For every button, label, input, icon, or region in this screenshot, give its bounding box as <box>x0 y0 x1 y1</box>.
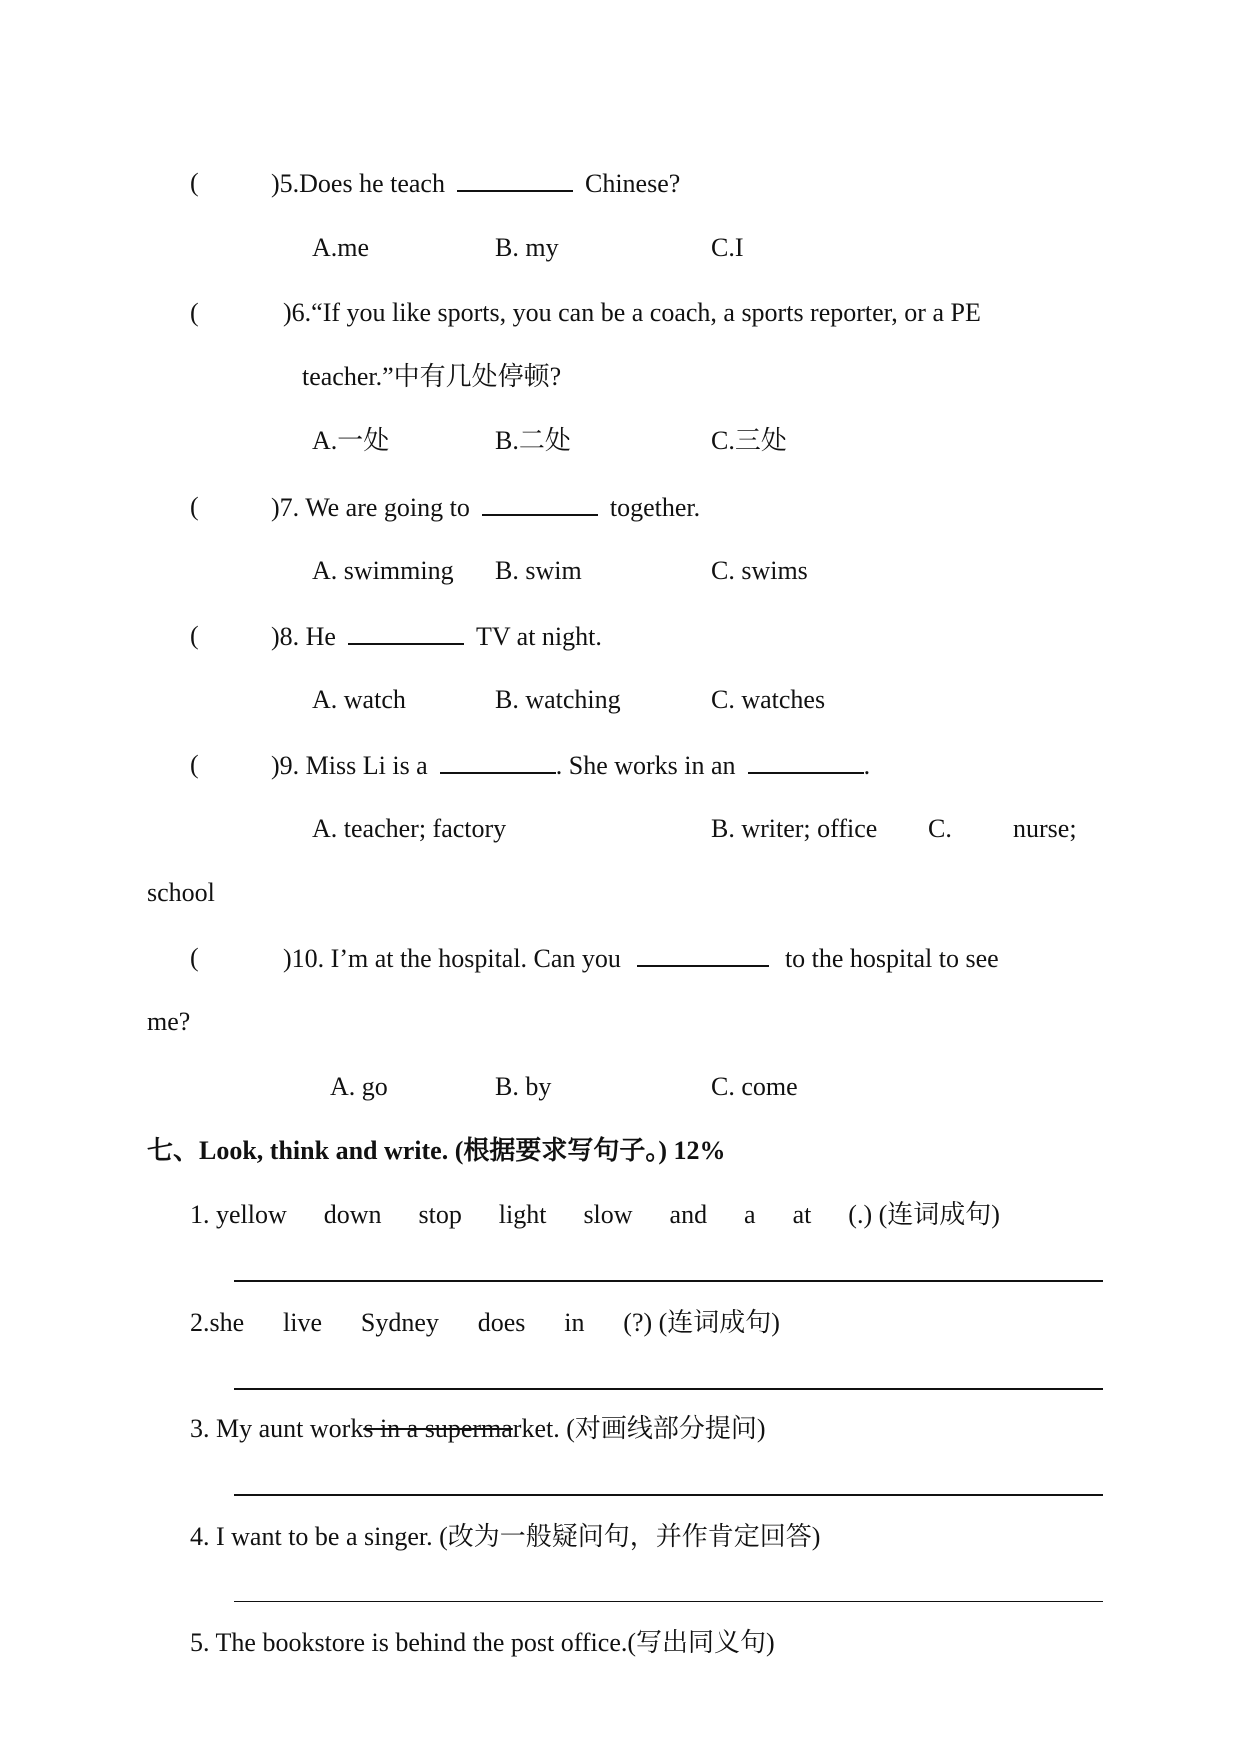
q10-option-a[interactable]: A. go <box>330 1072 388 1101</box>
q9-wrap: school <box>147 878 215 907</box>
s7-item2-word: Sydney <box>360 1308 439 1337</box>
q9-text: )9. Miss Li is a <box>271 751 428 780</box>
q9-end: . <box>863 751 871 780</box>
q8-paren: ( <box>190 621 199 650</box>
q9-stem <box>271 750 870 781</box>
q9-paren: ( <box>190 750 199 779</box>
s7-item1-tail: (.) (连词成句) <box>848 1200 1000 1229</box>
s7-item1-word: at <box>792 1200 812 1229</box>
q5-paren: ( <box>190 168 199 197</box>
q9-option-b[interactable]: B. writer; office <box>711 814 878 843</box>
s7-item2-tail: (?) (连词成句) <box>623 1308 780 1337</box>
s7-item3-answer-line[interactable] <box>234 1494 1103 1496</box>
q9-option-c[interactable]: C. <box>928 814 952 843</box>
q8-text: )8. He <box>271 622 336 651</box>
q8-stem <box>271 621 602 652</box>
s7-item4-text: I want to be a singer. (改为一般疑问句，并作肯定回答) <box>216 1522 821 1551</box>
q5-stem <box>271 168 680 199</box>
s7-item5 <box>190 1628 775 1658</box>
q8-option-b[interactable]: B. watching <box>495 685 621 714</box>
s7-item1-num-word: 1. yellow <box>190 1200 287 1229</box>
s7-item1-word: down <box>323 1200 382 1229</box>
s7-item4-answer-line[interactable] <box>234 1601 1103 1602</box>
q9-mid: . She works in an <box>555 751 736 780</box>
q5-text: )5.Does he teach <box>271 169 445 198</box>
s7-item1-answer-line[interactable] <box>234 1280 1103 1282</box>
q8-option-a[interactable]: A. watch <box>312 685 406 714</box>
q8-option-c[interactable]: C. watches <box>711 685 826 714</box>
s7-item3-post: rket. (对画线部分提问) <box>512 1414 766 1443</box>
s7-item3-underlined-part: s in a superma <box>363 1414 513 1443</box>
q10-blank[interactable] <box>637 943 769 967</box>
s7-item1-word: slow <box>583 1200 633 1229</box>
s7-item2-word: in <box>564 1308 585 1337</box>
q6-option-c[interactable]: C.三处 <box>711 426 787 455</box>
q10-paren: ( <box>190 943 199 972</box>
s7-item4 <box>190 1522 820 1552</box>
q6-line1: )6.“If you like sports, you can be a coach, a sports reporter, or a PE <box>283 298 981 327</box>
s7-item1-word: a <box>744 1200 756 1229</box>
s7-item2-num-word: 2.she <box>190 1308 245 1337</box>
q7-option-b[interactable]: B. swim <box>495 556 582 585</box>
s7-item3-num: 3. <box>190 1414 210 1443</box>
q5-option-a[interactable]: A.me <box>312 233 370 262</box>
q7-blank[interactable] <box>482 492 598 516</box>
q5-after: Chinese? <box>584 169 681 198</box>
q6-line2: teacher.”中有几处停顿? <box>302 362 562 391</box>
s7-item2-answer-line[interactable] <box>234 1388 1103 1390</box>
q10-stem <box>283 943 999 974</box>
q7-after: together. <box>609 493 701 522</box>
q9-blank-2[interactable] <box>748 750 864 774</box>
q6-paren: ( <box>190 298 199 327</box>
q10-text: )10. I’m at the hospital. Can you <box>283 944 621 973</box>
q9-option-c-text: nurse; <box>1013 814 1077 843</box>
s7-item5-num: 5. <box>190 1628 210 1657</box>
q5-option-c[interactable]: C.I <box>711 233 744 262</box>
q7-stem <box>271 492 700 523</box>
q8-blank[interactable] <box>348 621 464 645</box>
q10-after: to the hospital to see <box>784 944 999 973</box>
s7-item2 <box>190 1308 780 1338</box>
q7-text: )7. We are going to <box>271 493 470 522</box>
section7-title: 七、Look, think and write. (根据要求写句子。) 12% <box>147 1136 726 1165</box>
s7-item1-word: stop <box>418 1200 462 1229</box>
s7-item5-text: The bookstore is behind the post office.(写出同义句) <box>215 1628 775 1657</box>
q6-option-a[interactable]: A.一处 <box>312 426 390 455</box>
q8-after: TV at night. <box>475 622 602 651</box>
s7-item3-pre: My aunt work <box>216 1414 364 1443</box>
q7-option-a[interactable]: A. swimming <box>312 556 454 585</box>
q7-paren: ( <box>190 492 199 521</box>
q5-option-b[interactable]: B. my <box>495 233 559 262</box>
q10-wrap: me? <box>147 1007 191 1036</box>
s7-item2-word: live <box>283 1308 323 1337</box>
q9-option-a[interactable]: A. teacher; factory <box>312 814 507 843</box>
s7-item3 <box>190 1414 766 1444</box>
q6-option-b[interactable]: B.二处 <box>495 426 571 455</box>
s7-item4-num: 4. <box>190 1522 210 1551</box>
s7-item2-word: does <box>477 1308 526 1337</box>
s7-item1-word: and <box>669 1200 708 1229</box>
s7-item1-word: light <box>498 1200 547 1229</box>
q10-option-c[interactable]: C. come <box>711 1072 798 1101</box>
s7-item1 <box>190 1200 1000 1230</box>
q7-option-c[interactable]: C. swims <box>711 556 808 585</box>
q9-blank-1[interactable] <box>440 750 556 774</box>
q5-blank[interactable] <box>457 168 573 192</box>
q10-option-b[interactable]: B. by <box>495 1072 552 1101</box>
